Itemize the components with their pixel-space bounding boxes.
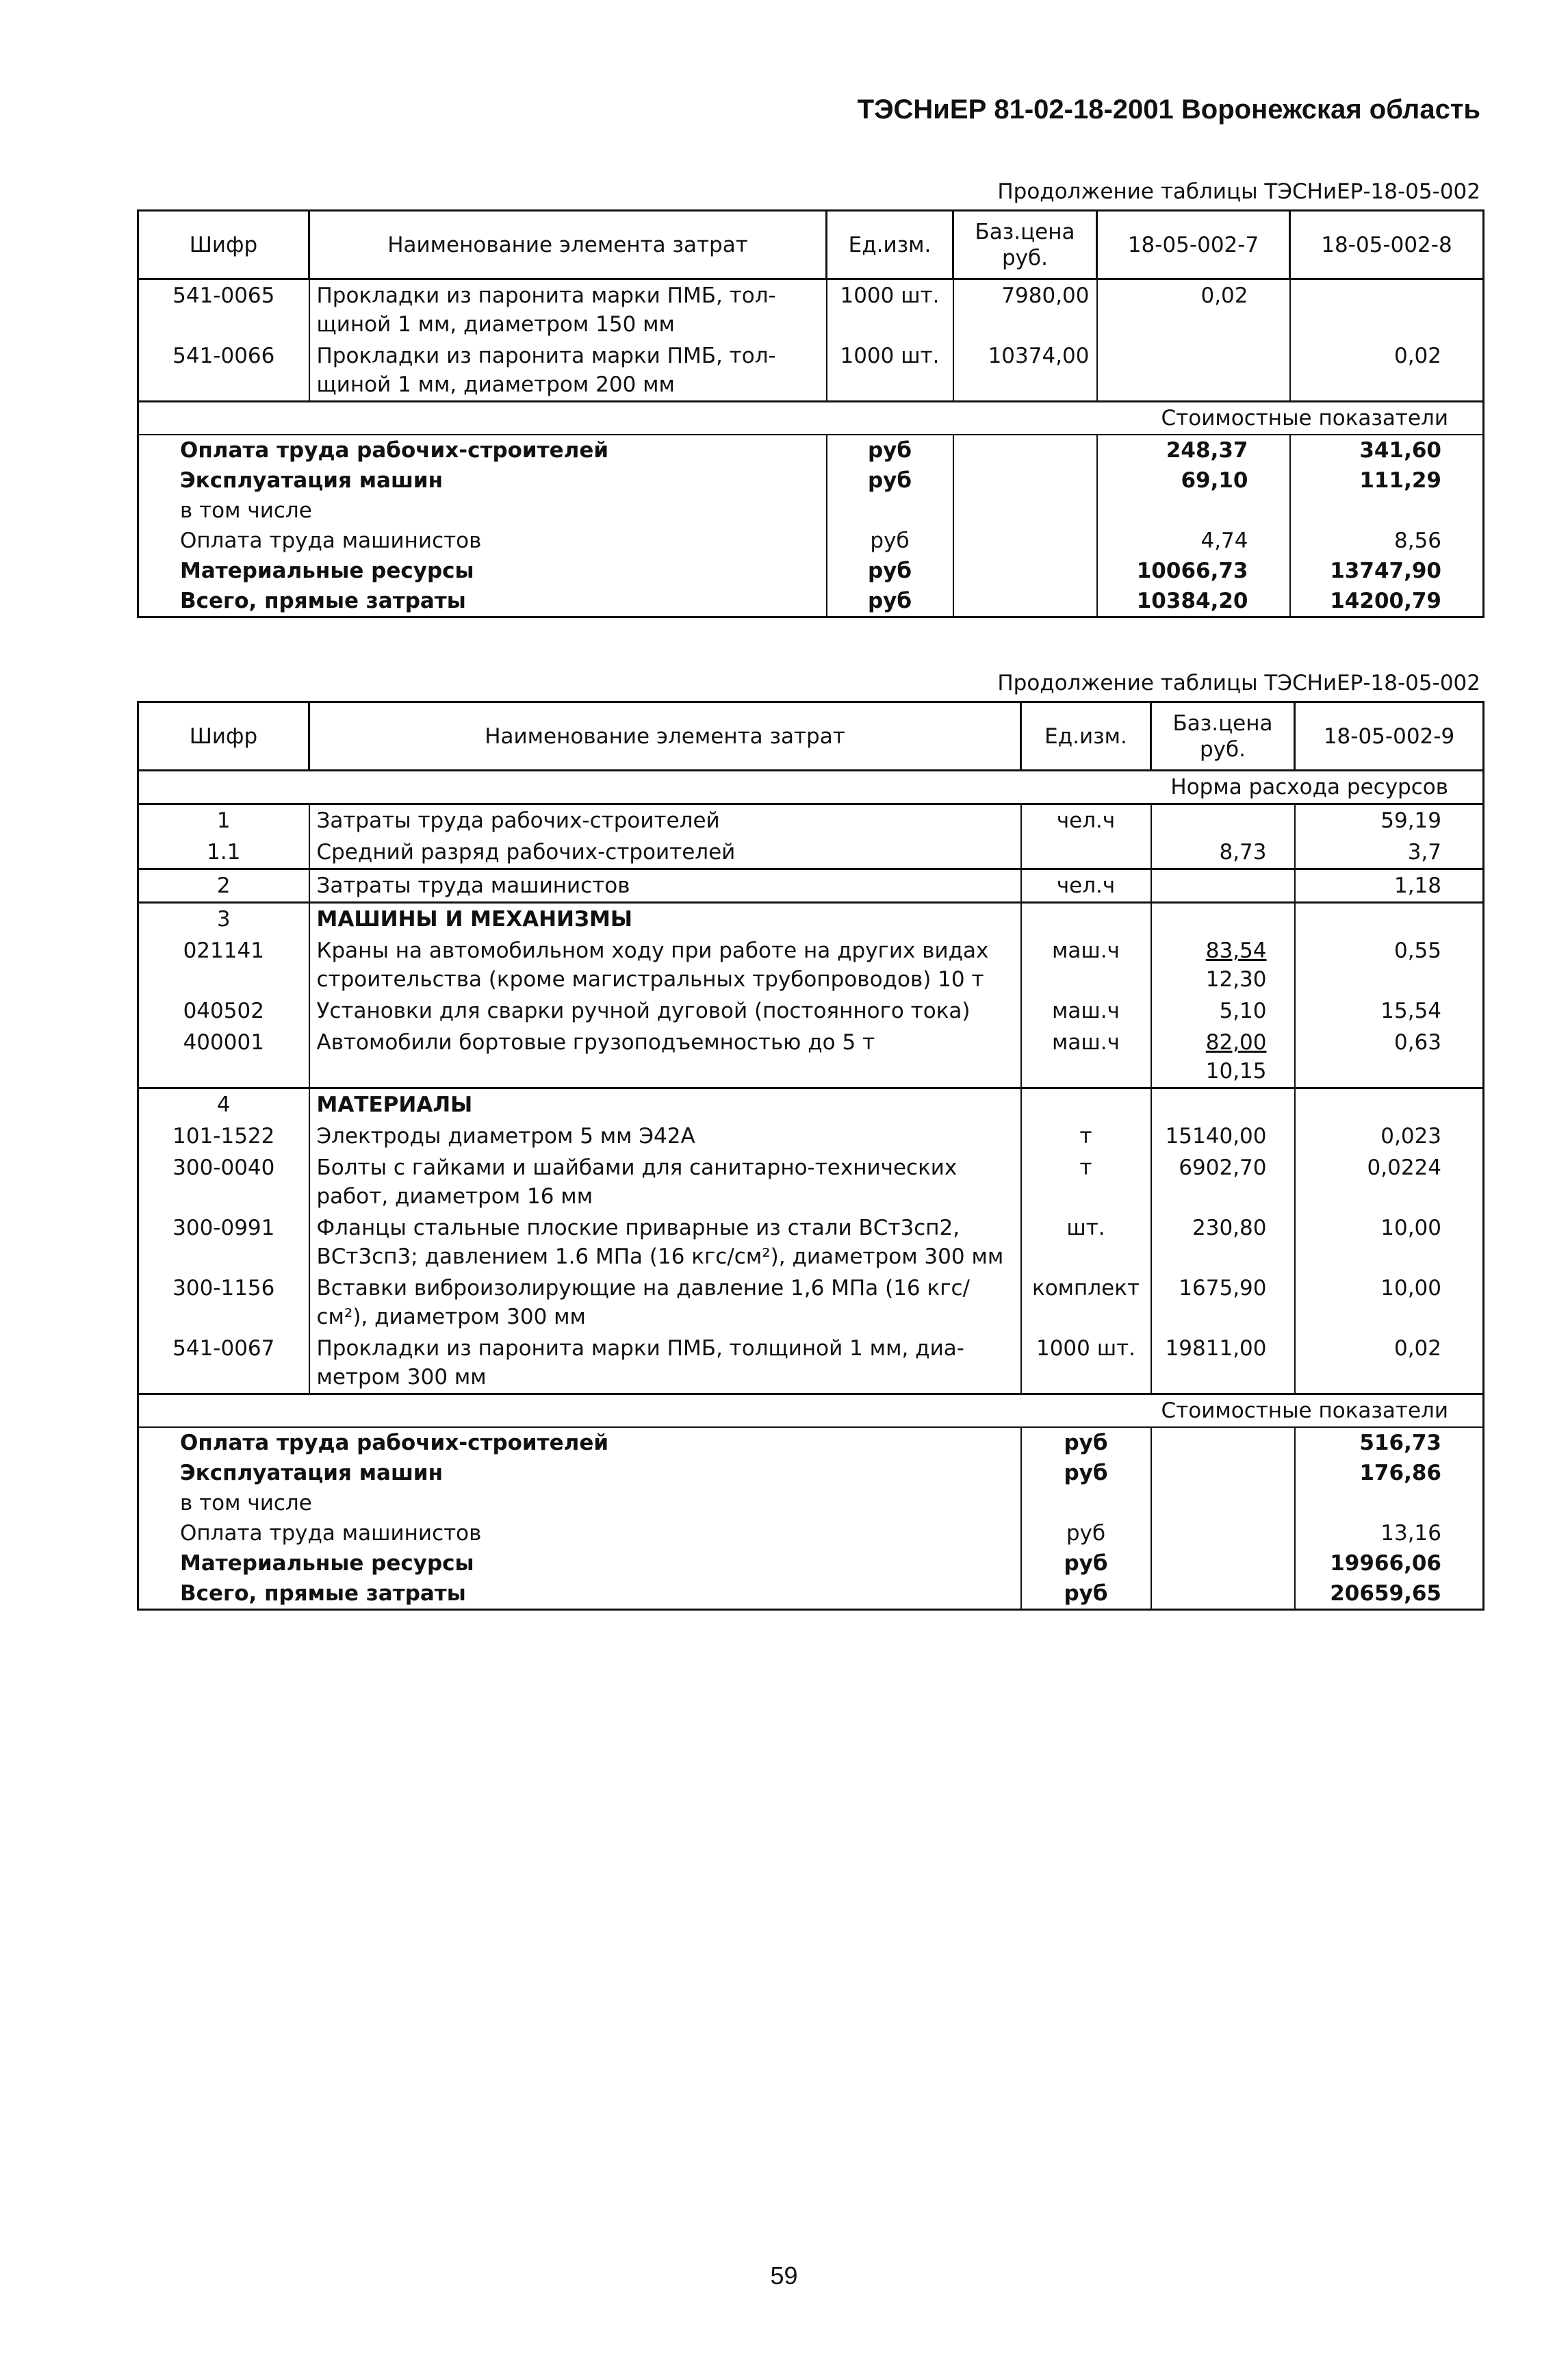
cost-unit: руб (1021, 1427, 1151, 1458)
row-price (1151, 995, 1295, 1027)
row-price-secondary: 10,15 (1205, 1059, 1267, 1084)
cost-label: Оплата труда рабочих-строителей (180, 1431, 609, 1455)
table2-cost-indicators (138, 1394, 1484, 1610)
row-price (1151, 869, 1295, 903)
row-value-7: 0,02 (1097, 279, 1290, 341)
cost-unit: руб (827, 556, 953, 586)
document-title: ТЭСНиЕР 81-02-18-2001 Воронежская область (857, 94, 1480, 125)
row-code: 1.1 (207, 840, 241, 865)
row-price-value: 5,10 (1219, 999, 1267, 1023)
table1-resource-rows (138, 279, 1484, 402)
row-value-8: 0,02 (1290, 340, 1484, 402)
resource-group (138, 1088, 1484, 1394)
cost-value-7: 10384,20 (1097, 586, 1290, 617)
row-price (1151, 1152, 1295, 1212)
row-price: 7980,00 (953, 279, 1097, 341)
row-unit: шт. (1021, 1212, 1151, 1272)
row-name: Прокладки из паронита марки ПМБ, тол-щиной 1 мм, диаметром 150 мм (309, 279, 827, 341)
cost-empty (953, 586, 1097, 617)
row-name: Электроды диаметром 5 мм Э42А (309, 1121, 1021, 1152)
cost-row (138, 526, 1484, 556)
row-code: 300-0991 (172, 1216, 275, 1240)
cost-value-8: 13747,90 (1290, 556, 1484, 586)
row-code: 4 (216, 1092, 231, 1117)
row-unit: маш.ч (1021, 935, 1151, 995)
table-row (138, 1088, 1484, 1121)
cost-value-7: 10066,73 (1097, 556, 1290, 586)
cost-empty (953, 496, 1097, 526)
table1-resources (137, 209, 1485, 618)
table2-norm-caption-group (138, 771, 1484, 804)
cost-label: Материальные ресурсы (180, 1551, 474, 1576)
table-row (138, 1152, 1484, 1212)
row-norm-value: 59,19 (1295, 804, 1484, 837)
table1-header-name: Наименование элемента затрат (309, 211, 827, 279)
cost-unit: руб (1021, 1518, 1151, 1548)
row-name: Средний разряд рабочих-строителей (309, 836, 1021, 869)
cost-value-9: 19966,06 (1295, 1548, 1484, 1578)
table-row (138, 340, 1484, 402)
row-price-value: 15140,00 (1165, 1124, 1267, 1149)
row-unit: маш.ч (1021, 1027, 1151, 1088)
row-code: 300-0040 (172, 1155, 275, 1180)
table2-header-unit: Ед.изм. (1021, 702, 1151, 771)
cost-unit: руб (827, 435, 953, 465)
cost-unit: руб (1021, 1548, 1151, 1578)
row-norm-value: 1,18 (1295, 869, 1484, 903)
row-norm-value (1295, 903, 1484, 936)
row-norm-value: 15,54 (1295, 995, 1484, 1027)
cost-row (138, 1548, 1484, 1578)
row-unit: чел.ч (1021, 804, 1151, 837)
cost-unit: руб (827, 465, 953, 496)
row-name: Установки для сварки ручной дуговой (постоянного тока) (309, 995, 1021, 1027)
row-name: Вставки виброизолирующие на давление 1,6 МПа (16 кгс/см²), диаметром 300 мм (309, 1272, 1021, 1333)
cost-caption-row (138, 1394, 1484, 1428)
table2-header-name: Наименование элемента затрат (309, 702, 1021, 771)
table-row (138, 935, 1484, 995)
cost-row (138, 1578, 1484, 1610)
table2-header-col-9: 18-05-002-9 (1295, 702, 1484, 771)
cost-value-8: 341,60 (1290, 435, 1484, 465)
cost-value-9: 516,73 (1295, 1427, 1484, 1458)
row-norm-value: 0,02 (1295, 1333, 1484, 1394)
resource-group (138, 869, 1484, 903)
table1-header-code: Шифр (138, 211, 309, 279)
cost-value-8 (1290, 496, 1484, 526)
row-name: Автомобили бортовые грузоподъемностью до 5 т (309, 1027, 1021, 1088)
row-price (1151, 935, 1295, 995)
row-name: Прокладки из паронита марки ПМБ, тол-щиной 1 мм, диаметром 200 мм (309, 340, 827, 402)
cost-value-7 (1097, 496, 1290, 526)
row-code: 101-1522 (172, 1124, 275, 1149)
table2-header-price: Баз.цена руб. (1151, 702, 1295, 771)
table-row (138, 1333, 1484, 1394)
table1-header-price: Баз.цена руб. (953, 211, 1097, 279)
row-price (1151, 1088, 1295, 1121)
row-code: 040502 (183, 999, 264, 1023)
row-norm-value: 10,00 (1295, 1272, 1484, 1333)
table-row (138, 279, 1484, 341)
table2-cost-caption: Стоимостные показатели (138, 1394, 1484, 1428)
cost-value-7: 4,74 (1097, 526, 1290, 556)
row-price-value: 83,54 (1205, 938, 1267, 963)
row-unit (1021, 1088, 1151, 1121)
table1-continuation-label: Продолжение таблицы ТЭСНиЕР-18-05-002 (997, 179, 1480, 204)
row-unit: маш.ч (1021, 995, 1151, 1027)
cost-empty (953, 526, 1097, 556)
cost-empty (1151, 1488, 1295, 1518)
row-unit: 1000 шт. (1021, 1333, 1151, 1394)
row-price-value: 1675,90 (1179, 1276, 1267, 1301)
row-price (1151, 903, 1295, 936)
row-value-7 (1097, 340, 1290, 402)
row-unit: т (1021, 1121, 1151, 1152)
cost-label: Оплата труда машинистов (180, 1521, 482, 1546)
row-norm-value: 0,63 (1295, 1027, 1484, 1088)
cost-label: Эксплуатация машин (180, 1461, 444, 1485)
cost-value-8: 111,29 (1290, 465, 1484, 496)
cost-empty (953, 465, 1097, 496)
row-unit (1021, 903, 1151, 936)
cost-empty (1151, 1578, 1295, 1610)
row-price-value: 8,73 (1219, 840, 1267, 865)
row-name: Болты с гайками и шайбами для санитарно-технических работ, диаметром 16 мм (309, 1152, 1021, 1212)
table1-header-unit: Ед.изм. (827, 211, 953, 279)
cost-row (138, 1427, 1484, 1458)
cost-unit: руб (1021, 1578, 1151, 1610)
cost-row (138, 1518, 1484, 1548)
row-price-value: 6902,70 (1179, 1155, 1267, 1180)
table-row (138, 836, 1484, 869)
cost-row (138, 1458, 1484, 1488)
row-norm-value: 0,55 (1295, 935, 1484, 995)
cost-row (138, 496, 1484, 526)
row-norm-value: 10,00 (1295, 1212, 1484, 1272)
table-row (138, 1272, 1484, 1333)
row-code: 3 (216, 907, 231, 932)
row-unit: 1000 шт. (827, 279, 953, 341)
cost-empty (1151, 1427, 1295, 1458)
table1-cost-indicators (138, 402, 1484, 617)
cost-value-9: 176,86 (1295, 1458, 1484, 1488)
cost-label: Оплата труда рабочих-строителей (180, 438, 609, 463)
cost-label: Всего, прямые затраты (180, 589, 466, 613)
cost-row (138, 435, 1484, 465)
table2-continuation-label: Продолжение таблицы ТЭСНиЕР-18-05-002 (997, 671, 1480, 695)
section-heading: МАШИНЫ И МЕХАНИЗМЫ (309, 903, 1021, 936)
cost-label: в том числе (180, 498, 312, 523)
row-price-value: 82,00 (1205, 1030, 1267, 1055)
cost-row (138, 556, 1484, 586)
cost-unit (1021, 1488, 1151, 1518)
row-code: 541-0065 (172, 283, 275, 308)
row-norm-value: 0,023 (1295, 1121, 1484, 1152)
table1-header-col-7: 18-05-002-7 (1097, 211, 1290, 279)
row-price-secondary: 12,30 (1205, 967, 1267, 992)
cost-label: в том числе (180, 1491, 312, 1515)
row-price (1151, 1121, 1295, 1152)
row-unit: комплект (1021, 1272, 1151, 1333)
row-price (1151, 1272, 1295, 1333)
row-code: 300-1156 (172, 1276, 275, 1301)
row-price-value: 19811,00 (1165, 1336, 1267, 1361)
cost-value-7: 248,37 (1097, 435, 1290, 465)
row-price (1151, 1027, 1295, 1088)
cost-label: Оплата труда машинистов (180, 528, 482, 553)
table-row (138, 1121, 1484, 1152)
row-code: 400001 (183, 1030, 264, 1055)
section-heading: МАТЕРИАЛЫ (309, 1088, 1021, 1121)
row-price (1151, 804, 1295, 837)
cost-unit: руб (827, 526, 953, 556)
table-row (138, 903, 1484, 936)
row-code: 1 (216, 808, 231, 833)
row-unit (1021, 836, 1151, 869)
cost-unit: руб (827, 586, 953, 617)
row-price (1151, 1333, 1295, 1394)
page-number: 59 (770, 2262, 798, 2290)
row-name: Затраты труда рабочих-строителей (309, 804, 1021, 837)
row-name: Фланцы стальные плоские приварные из стали ВСт3сп2, ВСт3сп3; давлением 1.6 МПа (16 кгс/см²), диаметром 300 мм (309, 1212, 1021, 1272)
cost-row (138, 465, 1484, 496)
cost-value-8: 8,56 (1290, 526, 1484, 556)
cost-empty (1151, 1458, 1295, 1488)
row-unit: чел.ч (1021, 869, 1151, 903)
table-row (138, 1212, 1484, 1272)
cost-empty (953, 556, 1097, 586)
resource-group (138, 903, 1484, 1088)
cost-empty (1151, 1518, 1295, 1548)
row-value-8 (1290, 279, 1484, 341)
cost-value-9 (1295, 1488, 1484, 1518)
table-row (138, 869, 1484, 903)
row-unit: 1000 шт. (827, 340, 953, 402)
table-row (138, 995, 1484, 1027)
row-norm-value: 3,7 (1295, 836, 1484, 869)
row-code: 2 (216, 873, 231, 898)
cost-unit: руб (1021, 1458, 1151, 1488)
table1-header-col-8: 18-05-002-8 (1290, 211, 1484, 279)
row-norm-value: 0,0224 (1295, 1152, 1484, 1212)
row-price (1151, 836, 1295, 869)
table2-resources (137, 701, 1485, 1611)
row-unit: т (1021, 1152, 1151, 1212)
row-price (1151, 1212, 1295, 1272)
table1-cost-caption: Стоимостные показатели (138, 402, 1484, 435)
row-code: 541-0066 (172, 344, 275, 368)
row-norm-value (1295, 1088, 1484, 1121)
row-price-value: 230,80 (1192, 1216, 1267, 1240)
table2-norm-caption: Норма расхода ресурсов (138, 771, 1484, 804)
table-row (138, 1027, 1484, 1088)
cost-unit (827, 496, 953, 526)
row-code: 541-0067 (172, 1336, 275, 1361)
cost-empty (953, 435, 1097, 465)
row-name: Прокладки из паронита марки ПМБ, толщиной 1 мм, диа-метром 300 мм (309, 1333, 1021, 1394)
row-code: 021141 (183, 938, 264, 963)
row-price: 10374,00 (953, 340, 1097, 402)
resource-group (138, 804, 1484, 869)
cost-label: Всего, прямые затраты (180, 1581, 466, 1606)
row-name: Затраты труда машинистов (309, 869, 1021, 903)
cost-label: Материальные ресурсы (180, 559, 474, 583)
cost-value-7: 69,10 (1097, 465, 1290, 496)
cost-label: Эксплуатация машин (180, 468, 444, 493)
cost-value-9: 13,16 (1295, 1518, 1484, 1548)
table-row (138, 804, 1484, 837)
cost-empty (1151, 1548, 1295, 1578)
table2-header-code: Шифр (138, 702, 309, 771)
row-name: Краны на автомобильном ходу при работе на других видах строительства (кроме магистральных трубопроводов) 10 т (309, 935, 1021, 995)
cost-row (138, 1488, 1484, 1518)
cost-value-8: 14200,79 (1290, 586, 1484, 617)
cost-value-9: 20659,65 (1295, 1578, 1484, 1610)
cost-row (138, 586, 1484, 617)
